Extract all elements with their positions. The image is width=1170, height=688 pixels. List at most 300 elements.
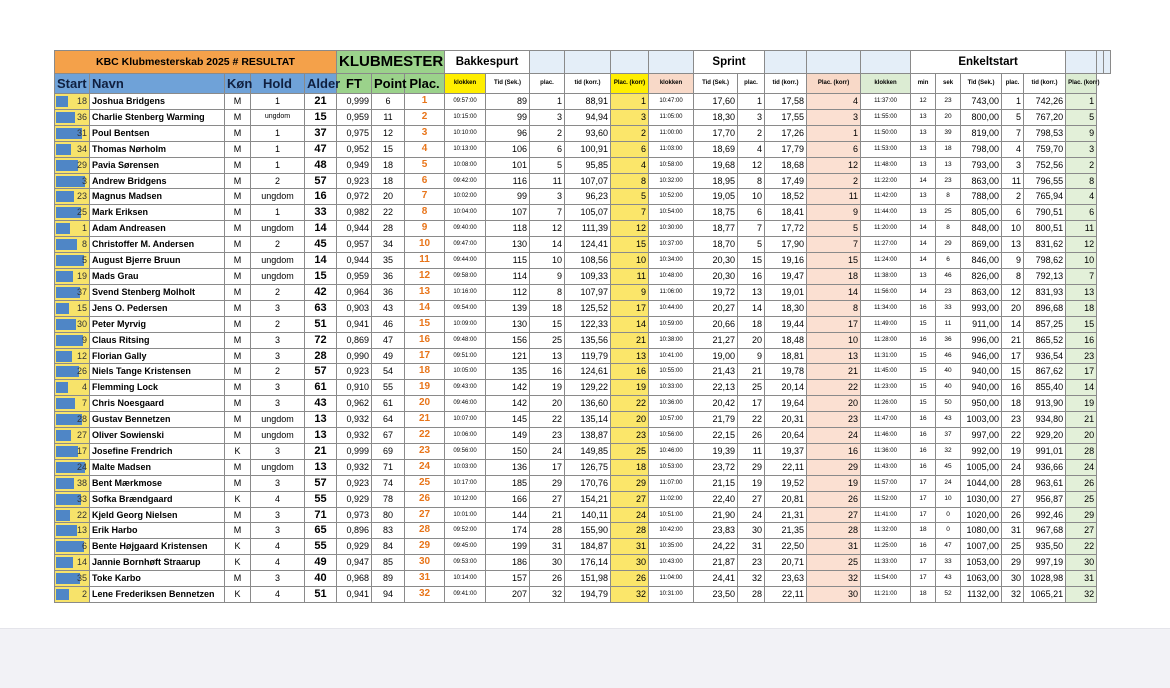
enkeltstart-tid-cell: 950,00	[961, 396, 1002, 412]
name-cell: Christoffer M. Andersen	[90, 237, 225, 253]
enkeltstart-sek-cell: 50	[936, 396, 961, 412]
sprint-plac-cell: 27	[738, 491, 765, 507]
enkeltstart-sek-cell: 23	[936, 173, 961, 189]
sprint-klokken-cell: 10:57:00	[649, 412, 694, 428]
enkeltstart-sek-cell: 37	[936, 428, 961, 444]
enkeltstart-tid-cell: 1005,00	[961, 459, 1002, 475]
start-cell	[55, 141, 90, 157]
enkeltstart-plac-cell: 31	[1002, 523, 1024, 539]
bakkespurt-korr-cell: 170,76	[565, 475, 611, 491]
sprint-plac-korr-cell: 27	[807, 507, 861, 523]
bakkespurt-tid-cell: 157	[486, 571, 530, 587]
start-number: 37	[76, 286, 87, 297]
enkeltstart-min-cell: 17	[911, 507, 936, 523]
sprint-korr-cell: 21,31	[765, 507, 807, 523]
start-number: 4	[81, 382, 87, 393]
hold-cell: 3	[251, 571, 305, 587]
enkeltstart-plac-cell: 29	[1002, 555, 1024, 571]
enkeltstart-plac-cell: 4	[1002, 141, 1024, 157]
plac-cell: 13	[405, 284, 445, 300]
start-marker	[56, 510, 70, 521]
kon-cell: K	[225, 555, 251, 571]
start-number: 29	[76, 159, 87, 170]
enkeltstart-tid-cell: 992,00	[961, 443, 1002, 459]
hold-cell: 3	[251, 332, 305, 348]
sprint-plac-korr-cell: 31	[807, 539, 861, 555]
sprint-plac-cell: 16	[738, 268, 765, 284]
start-cell	[55, 507, 90, 523]
enkeltstart-sek-cell: 0	[936, 523, 961, 539]
sprint-korr-cell: 19,52	[765, 475, 807, 491]
sprint-korr-cell: 18,30	[765, 300, 807, 316]
point-cell: 61	[372, 396, 405, 412]
point-cell: 18	[372, 157, 405, 173]
start-number: 6	[81, 541, 87, 552]
sprint-plac-korr-cell: 24	[807, 428, 861, 444]
point-cell: 54	[372, 364, 405, 380]
kon-cell: M	[225, 141, 251, 157]
sprint-klokken-cell: 11:02:00	[649, 491, 694, 507]
sprint-plac-korr-cell: 19	[807, 475, 861, 491]
enkeltstart-korr-cell: 935,50	[1024, 539, 1066, 555]
hold-cell: 3	[251, 507, 305, 523]
plac-cell: 20	[405, 396, 445, 412]
alder-cell: 15	[305, 268, 337, 284]
point-cell: 35	[372, 253, 405, 269]
enkeltstart-sek-cell: 43	[936, 571, 961, 587]
bakkespurt-klokken-cell: 09:47:00	[445, 237, 486, 253]
enkeltstart-min-cell: 15	[911, 316, 936, 332]
enkeltstart-sek-cell: 0	[936, 507, 961, 523]
hold-cell: 2	[251, 173, 305, 189]
enkeltstart-min-cell: 14	[911, 253, 936, 269]
alder-cell: 40	[305, 571, 337, 587]
bakkespurt-korr-cell: 107,07	[565, 173, 611, 189]
bakkespurt-plac-korr-cell: 19	[611, 380, 649, 396]
bakkespurt-tid-cell: 185	[486, 475, 530, 491]
name-cell: Kjeld Georg Nielsen	[90, 507, 225, 523]
sprint-klokken-cell: 10:55:00	[649, 364, 694, 380]
table-row	[55, 332, 1111, 348]
blank-cell	[1097, 51, 1104, 74]
bakkespurt-plac-korr-cell: 11	[611, 268, 649, 284]
kon-cell: M	[225, 428, 251, 444]
name-cell: Poul Bentsen	[90, 125, 225, 141]
sprint-plac-korr-cell: 23	[807, 412, 861, 428]
ft-cell: 0,869	[337, 332, 372, 348]
plac-cell: 8	[405, 205, 445, 221]
name-cell: Magnus Madsen	[90, 189, 225, 205]
enkeltstart-plac-cell: 21	[1002, 332, 1024, 348]
start-marker	[56, 160, 78, 171]
enkeltstart-korr-cell: 767,20	[1024, 109, 1066, 125]
name-cell: August Bjerre Bruun	[90, 253, 225, 269]
sprint-korr-cell: 18,52	[765, 189, 807, 205]
sprint-klokken-cell: 10:30:00	[649, 221, 694, 237]
start-cell	[55, 443, 90, 459]
bakkespurt-plac-korr-cell: 6	[611, 141, 649, 157]
start-number: 9	[81, 334, 87, 345]
hold-cell: 3	[251, 475, 305, 491]
hold-cell: 3	[251, 396, 305, 412]
kon-cell: M	[225, 348, 251, 364]
sprint-tid-cell: 20,42	[694, 396, 738, 412]
start-cell	[55, 475, 90, 491]
enkeltstart-sek-cell: 13	[936, 157, 961, 173]
sprint-plac-cell: 2	[738, 125, 765, 141]
enkeltstart-plac-cell: 13	[1002, 237, 1024, 253]
bakkespurt-plac-cell: 25	[530, 332, 565, 348]
bakkespurt-korr-cell: 138,87	[565, 428, 611, 444]
start-marker	[56, 144, 71, 155]
sprint-tid-cell: 21,15	[694, 475, 738, 491]
ft-cell: 0,959	[337, 109, 372, 125]
bakkespurt-korr-cell: 151,98	[565, 571, 611, 587]
bakkespurt-tid-cell: 121	[486, 348, 530, 364]
enkeltstart-klokken-cell: 11:26:00	[861, 396, 911, 412]
plac-cell: 24	[405, 459, 445, 475]
start-cell	[55, 523, 90, 539]
sprint-klokken-cell: 10:31:00	[649, 587, 694, 603]
blank-cell	[649, 51, 694, 74]
enkeltstart-sek-cell: 24	[936, 475, 961, 491]
ft-cell: 0,944	[337, 253, 372, 269]
point-cell: 46	[372, 316, 405, 332]
enkeltstart-korr-cell: 857,25	[1024, 316, 1066, 332]
enkeltstart-sek-cell: 39	[936, 125, 961, 141]
point-cell: 69	[372, 443, 405, 459]
enkeltstart-plac-cell: 9	[1002, 253, 1024, 269]
bakkespurt-korr-cell: 176,14	[565, 555, 611, 571]
bakkespurt-plac-korr-cell: 4	[611, 157, 649, 173]
start-cell	[55, 348, 90, 364]
kon-cell: M	[225, 221, 251, 237]
sprint-tid-cell: 18,69	[694, 141, 738, 157]
sprint-klokken-cell: 11:04:00	[649, 571, 694, 587]
alder-cell: 51	[305, 316, 337, 332]
name-cell: Niels Tange Kristensen	[90, 364, 225, 380]
enkeltstart-plac-cell: 28	[1002, 475, 1024, 491]
alder-cell: 47	[305, 141, 337, 157]
start-number: 22	[76, 509, 87, 520]
hold-cell: 4	[251, 539, 305, 555]
sprint-tid-cell: 17,70	[694, 125, 738, 141]
col-e-plac: plac.	[1002, 74, 1024, 94]
enkeltstart-klokken-cell: 11:49:00	[861, 316, 911, 332]
table-row	[55, 571, 1111, 587]
sprint-plac-cell: 4	[738, 141, 765, 157]
enkeltstart-korr-cell: 798,53	[1024, 125, 1066, 141]
plac-cell: 27	[405, 507, 445, 523]
enkeltstart-min-cell: 16	[911, 428, 936, 444]
sprint-klokken-cell: 10:42:00	[649, 523, 694, 539]
enkeltstart-korr-cell: 798,62	[1024, 253, 1066, 269]
enkeltstart-tid-cell: 846,00	[961, 253, 1002, 269]
enkeltstart-plac-korr-cell: 1	[1066, 94, 1097, 110]
enkeltstart-plac-korr-cell: 11	[1066, 221, 1097, 237]
bakkespurt-plac-korr-cell: 2	[611, 125, 649, 141]
enkeltstart-plac-korr-cell: 24	[1066, 459, 1097, 475]
bakkespurt-klokken-cell: 09:42:00	[445, 173, 486, 189]
enkeltstart-plac-korr-cell: 17	[1066, 364, 1097, 380]
plac-cell: 2	[405, 109, 445, 125]
enkeltstart-korr-cell: 752,56	[1024, 157, 1066, 173]
name-cell: Andrew Bridgens	[90, 173, 225, 189]
sprint-korr-cell: 18,41	[765, 205, 807, 221]
enkeltstart-sek-cell: 33	[936, 300, 961, 316]
enkeltstart-tid-cell: 1030,00	[961, 491, 1002, 507]
bakkespurt-plac-cell: 3	[530, 109, 565, 125]
enkeltstart-plac-cell: 6	[1002, 205, 1024, 221]
bakkespurt-plac-korr-cell: 20	[611, 412, 649, 428]
table-row	[55, 523, 1111, 539]
bakkespurt-plac-cell: 18	[530, 300, 565, 316]
enkeltstart-min-cell: 13	[911, 268, 936, 284]
enkeltstart-sek-cell: 23	[936, 94, 961, 110]
bakkespurt-tid-cell: 106	[486, 141, 530, 157]
sprint-klokken-cell: 10:44:00	[649, 300, 694, 316]
bakkespurt-plac-cell: 10	[530, 253, 565, 269]
enkeltstart-klokken-cell: 11:48:00	[861, 157, 911, 173]
col-b-korr: tid (korr.)	[565, 74, 611, 94]
start-cell	[55, 157, 90, 173]
enkeltstart-klokken-cell: 11:45:00	[861, 364, 911, 380]
sprint-klokken-cell: 10:54:00	[649, 205, 694, 221]
enkeltstart-plac-cell: 19	[1002, 443, 1024, 459]
bakkespurt-plac-cell: 23	[530, 428, 565, 444]
table-row	[55, 284, 1111, 300]
table-row	[55, 507, 1111, 523]
enkeltstart-plac-cell: 25	[1002, 539, 1024, 555]
start-marker	[56, 191, 74, 202]
point-cell: 20	[372, 189, 405, 205]
enkeltstart-plac-korr-cell: 2	[1066, 157, 1097, 173]
bakkespurt-plac-korr-cell: 1	[611, 94, 649, 110]
enkeltstart-plac-korr-cell: 10	[1066, 253, 1097, 269]
blank-cell	[807, 51, 861, 74]
alder-cell: 49	[305, 555, 337, 571]
bakkespurt-tid-cell: 116	[486, 173, 530, 189]
sprint-plac-korr-cell: 29	[807, 459, 861, 475]
bakkespurt-korr-cell: 124,61	[565, 364, 611, 380]
alder-cell: 57	[305, 173, 337, 189]
bakkespurt-plac-korr-cell: 3	[611, 109, 649, 125]
sprint-tid-cell: 21,87	[694, 555, 738, 571]
plac-cell: 23	[405, 443, 445, 459]
bakkespurt-tid-cell: 112	[486, 284, 530, 300]
enkeltstart-plac-korr-cell: 8	[1066, 173, 1097, 189]
enkeltstart-sek-cell: 18	[936, 141, 961, 157]
name-cell: Oliver Sowienski	[90, 428, 225, 444]
sprint-klokken-cell: 10:35:00	[649, 539, 694, 555]
ft-cell: 0,964	[337, 284, 372, 300]
enkeltstart-klokken-cell: 11:27:00	[861, 237, 911, 253]
ft-cell: 0,975	[337, 125, 372, 141]
sprint-tid-cell: 18,70	[694, 237, 738, 253]
sprint-tid-cell: 19,39	[694, 443, 738, 459]
sprint-plac-cell: 14	[738, 300, 765, 316]
kon-cell: M	[225, 268, 251, 284]
start-cell	[55, 587, 90, 603]
enkeltstart-plac-korr-cell: 3	[1066, 141, 1097, 157]
sprint-klokken-cell: 10:38:00	[649, 332, 694, 348]
col-navn: Navn	[90, 74, 225, 94]
col-s-klokken: klokken	[649, 74, 694, 94]
start-cell	[55, 94, 90, 110]
col-b-klokken: klokken	[445, 74, 486, 94]
kon-cell: M	[225, 125, 251, 141]
hold-cell: 2	[251, 237, 305, 253]
ft-cell: 0,968	[337, 571, 372, 587]
enkeltstart-klokken-cell: 11:21:00	[861, 587, 911, 603]
sprint-tid-cell: 21,79	[694, 412, 738, 428]
enkeltstart-sek-cell: 46	[936, 348, 961, 364]
enkeltstart-tid-cell: 996,00	[961, 332, 1002, 348]
hold-cell: ungdom	[251, 109, 305, 125]
sprint-plac-korr-cell: 2	[807, 173, 861, 189]
ft-cell: 0,999	[337, 443, 372, 459]
enkeltstart-korr-cell: 913,90	[1024, 396, 1066, 412]
enkeltstart-klokken-cell: 11:54:00	[861, 571, 911, 587]
enkeltstart-plac-korr-cell: 14	[1066, 380, 1097, 396]
bakkespurt-korr-cell: 155,90	[565, 523, 611, 539]
col-ft: FT	[337, 74, 372, 94]
sprint-plac-korr-cell: 25	[807, 555, 861, 571]
sprint-tid-cell: 18,75	[694, 205, 738, 221]
name-cell: Joshua Bridgens	[90, 94, 225, 110]
sprint-plac-korr-cell: 12	[807, 157, 861, 173]
enkeltstart-plac-korr-cell: 16	[1066, 332, 1097, 348]
table-row	[55, 428, 1111, 444]
plac-cell: 19	[405, 380, 445, 396]
enkeltstart-min-cell: 15	[911, 380, 936, 396]
sprint-plac-cell: 1	[738, 94, 765, 110]
start-cell	[55, 491, 90, 507]
alder-cell: 42	[305, 284, 337, 300]
enkeltstart-tid-cell: 940,00	[961, 380, 1002, 396]
kon-cell: M	[225, 157, 251, 173]
start-marker	[56, 478, 74, 489]
bakkespurt-plac-korr-cell: 25	[611, 443, 649, 459]
blank-cell	[1104, 51, 1111, 74]
enkeltstart-korr-cell: 956,87	[1024, 491, 1066, 507]
sprint-korr-cell: 17,58	[765, 94, 807, 110]
ft-cell: 0,982	[337, 205, 372, 221]
sprint-korr-cell: 20,81	[765, 491, 807, 507]
bakkespurt-plac-korr-cell: 17	[611, 300, 649, 316]
enkeltstart-min-cell: 16	[911, 539, 936, 555]
sprint-plac-korr-cell: 13	[807, 348, 861, 364]
bakkespurt-plac-korr-cell: 24	[611, 507, 649, 523]
bakkespurt-plac-cell: 7	[530, 205, 565, 221]
bakkespurt-tid-cell: 89	[486, 94, 530, 110]
point-cell: 89	[372, 571, 405, 587]
start-cell	[55, 173, 90, 189]
sprint-korr-cell: 20,14	[765, 380, 807, 396]
sprint-plac-korr-cell: 3	[807, 109, 861, 125]
sprint-plac-cell: 3	[738, 109, 765, 125]
enkeltstart-sek-cell: 40	[936, 380, 961, 396]
sprint-tid-cell: 19,68	[694, 157, 738, 173]
sprint-klokken-cell: 11:05:00	[649, 109, 694, 125]
enkeltstart-sek-cell: 20	[936, 109, 961, 125]
point-cell: 71	[372, 459, 405, 475]
sprint-tid-cell: 23,50	[694, 587, 738, 603]
blank-cell	[530, 51, 565, 74]
sprint-tid-cell: 24,22	[694, 539, 738, 555]
table-row	[55, 380, 1111, 396]
start-cell	[55, 316, 90, 332]
start-marker	[56, 589, 69, 600]
plac-cell: 15	[405, 316, 445, 332]
plac-cell: 31	[405, 571, 445, 587]
enkeltstart-tid-cell: 946,00	[961, 348, 1002, 364]
sprint-tid-cell: 18,77	[694, 221, 738, 237]
enkeltstart-min-cell: 14	[911, 284, 936, 300]
bakkespurt-plac-korr-cell: 22	[611, 396, 649, 412]
ft-cell: 0,972	[337, 189, 372, 205]
bakkespurt-tid-cell: 99	[486, 109, 530, 125]
point-cell: 85	[372, 555, 405, 571]
kon-cell: M	[225, 316, 251, 332]
enkeltstart-klokken-cell: 11:24:00	[861, 253, 911, 269]
sprint-korr-cell: 19,78	[765, 364, 807, 380]
table-row	[55, 157, 1111, 173]
enkeltstart-korr-cell: 896,68	[1024, 300, 1066, 316]
sprint-plac-cell: 28	[738, 587, 765, 603]
sprint-korr-cell: 20,71	[765, 555, 807, 571]
kon-cell: M	[225, 205, 251, 221]
enkeltstart-klokken-cell: 11:33:00	[861, 555, 911, 571]
alder-cell: 13	[305, 428, 337, 444]
enkeltstart-korr-cell: 855,40	[1024, 380, 1066, 396]
start-marker	[56, 255, 84, 266]
bakkespurt-plac-cell: 5	[530, 157, 565, 173]
results-title: KBC Klubmesterskab 2025 # RESULTAT	[55, 51, 337, 74]
bakkespurt-plac-cell: 24	[530, 443, 565, 459]
enkeltstart-sek-cell: 43	[936, 412, 961, 428]
enkeltstart-korr-cell: 792,13	[1024, 268, 1066, 284]
col-e-tid: Tid (Sek.)	[961, 74, 1002, 94]
plac-cell: 11	[405, 253, 445, 269]
blank-cell	[565, 51, 611, 74]
col-plac: Plac.	[405, 74, 445, 94]
name-cell: Flemming Lock	[90, 380, 225, 396]
sprint-korr-cell: 21,35	[765, 523, 807, 539]
start-marker	[56, 366, 79, 377]
enkeltstart-plac-korr-cell: 13	[1066, 284, 1097, 300]
point-cell: 74	[372, 475, 405, 491]
sprint-plac-cell: 17	[738, 396, 765, 412]
start-cell	[55, 189, 90, 205]
bakkespurt-heading: Bakkespurt	[445, 51, 530, 74]
kon-cell: M	[225, 94, 251, 110]
bakkespurt-klokken-cell: 09:52:00	[445, 523, 486, 539]
sprint-klokken-cell: 11:07:00	[649, 475, 694, 491]
bakkespurt-klokken-cell: 10:10:00	[445, 125, 486, 141]
sprint-plac-cell: 21	[738, 364, 765, 380]
enkeltstart-min-cell: 14	[911, 237, 936, 253]
enkeltstart-korr-cell: 1028,98	[1024, 571, 1066, 587]
ft-cell: 0,959	[337, 268, 372, 284]
enkeltstart-tid-cell: 800,00	[961, 109, 1002, 125]
point-cell: 47	[372, 332, 405, 348]
bakkespurt-tid-cell: 156	[486, 332, 530, 348]
bakkespurt-korr-cell: 96,23	[565, 189, 611, 205]
enkeltstart-tid-cell: 826,00	[961, 268, 1002, 284]
bakkespurt-klokken-cell: 10:07:00	[445, 412, 486, 428]
enkeltstart-min-cell: 12	[911, 94, 936, 110]
